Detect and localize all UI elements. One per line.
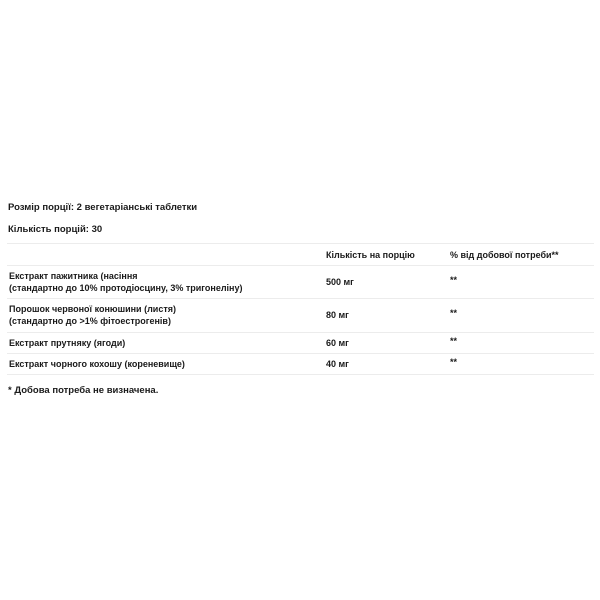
ingredient-amount: 500 мг bbox=[326, 277, 354, 287]
ingredient-name-line2: (стандартно до >1% фітоестрогенів) bbox=[9, 316, 171, 326]
ingredient-daily-value: ** bbox=[450, 336, 458, 346]
supplement-facts-table bbox=[7, 243, 594, 375]
table-row bbox=[7, 298, 594, 332]
ingredient-name-line1: Порошок червоної конюшини (листя) bbox=[9, 304, 176, 314]
ingredient-amount: 80 мг bbox=[326, 310, 349, 320]
ingredient-daily-value: ** bbox=[450, 308, 458, 318]
ingredient-daily-value: ** bbox=[450, 275, 458, 285]
ingredient-name: Екстракт прутняку (ягоди) bbox=[9, 338, 126, 348]
ingredient-name-line1: Екстракт пажитника (насіння bbox=[9, 271, 138, 281]
ingredient-amount: 60 мг bbox=[326, 338, 349, 348]
table-row bbox=[7, 353, 594, 375]
ingredient-name-line2: (стандартно до 10% протодіосцину, 3% тригонеліну) bbox=[9, 283, 243, 293]
ingredient-amount: 40 мг bbox=[326, 359, 349, 369]
ingredient-name: Екстракт чорного кохошу (кореневище) bbox=[9, 359, 185, 369]
header-amount-per-serving: Кількість на порцію bbox=[326, 250, 415, 260]
table-header-row bbox=[7, 243, 594, 265]
ingredient-daily-value: ** bbox=[450, 357, 458, 367]
servings-per-container: Кількість порцій: 30 bbox=[8, 224, 103, 235]
header-daily-value: % від добової потреби** bbox=[450, 250, 559, 260]
ingredient-name bbox=[9, 303, 176, 327]
table-row bbox=[7, 265, 594, 298]
serving-size: Розмір порції: 2 вегетаріанські таблетки bbox=[8, 202, 198, 213]
table-row bbox=[7, 332, 594, 353]
footnote: * Добова потреба не визначена. bbox=[8, 385, 159, 396]
ingredient-name bbox=[9, 270, 243, 294]
